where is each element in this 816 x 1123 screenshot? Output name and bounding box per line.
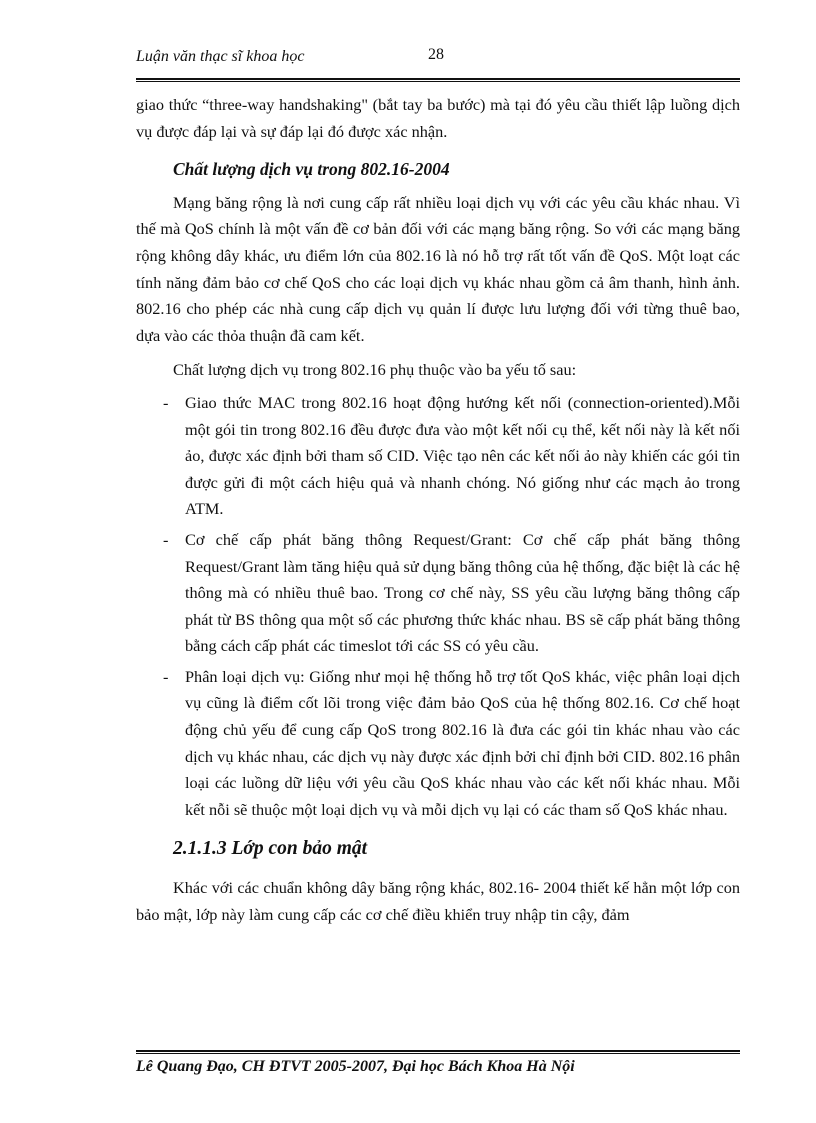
qos-heading: Chất lượng dịch vụ trong 802.16-2004 [173,159,450,180]
section-paragraph: Khác với các chuẩn không dây băng rộng khác, 802.16- 2004 thiết kế hẳn một lớp con bảo mật, lớp này làm cung cấp các cơ chế điều khiển truy nhập tin cậy, đảm [136,878,740,924]
list-item [136,527,740,660]
qos-paragraph: Mạng băng rộng là nơi cung cấp rất nhiều loại dịch vụ với các yêu cầu khác nhau. Vì thế mà QoS chính là một vấn đề cơ bản đối với các mạng băng rộng. So với các mạng băng rộng không dây khác, ưu điểm lớn của 802.16 là nó hỗ trợ rất tốt vấn đề QoS. Một loạt các tính năng đảm bảo cơ chế QoS cho các loại dịch vụ khác nhau gồm cả âm thanh, hình ảnh. 802.16 cho phép các nhà cung cấp dịch vụ quản lí được lưu lượng đối với từng thuê bao, dựa vào các thỏa thuận đã cam kết. [136,192,740,345]
bullet-dash: - [163,529,169,549]
list-item [136,390,740,523]
page-header [136,48,740,78]
intro-paragraph: giao thức “three-way handshaking" (bắt tay ba bước) mà tại đó yêu cầu thiết lập luồng dịch vụ được đáp lại và sự đáp lại đó được xác nhận. [136,95,740,141]
page-footer: Lê Quang Đạo, CH ĐTVT 2005-2007, Đại học Bách Khoa Hà Nội [136,1058,575,1075]
page-body [136,92,740,928]
factors-list [136,390,740,824]
header-rule [136,78,740,80]
list-item-text: Giao thức MAC trong 802.16 hoạt động hướng kết nối (connection-oriented).Mỗi một gói tin trong 802.16 đều được đưa vào một kết nối cụ thể, kết nối này là kết nối ảo, được xác định bởi tham số CID. Việc tạo nên các kết nối ảo này khiến các gói tin được gửi đi một cách hiệu quả và nhanh chóng. Nó giống như các mạch ảo trong ATM. [185,392,740,519]
bullet-dash: - [163,392,169,412]
footer-rule [136,1050,740,1052]
footer-rule-thin [136,1053,740,1054]
header-rule-thin [136,81,740,82]
section-heading: 2.1.1.3 Lớp con bảo mật [173,838,368,860]
list-item-text: Cơ chế cấp phát băng thông Request/Grant: Cơ chế cấp phát băng thông Request/Grant làm tăng hiệu quả sử dụng băng thông của hệ thống, đặc biệt là các hệ thông mà có nhiều thuê bao. Trong cơ chế này, SS yêu cầu lượng băng thông cấp phát từ BS thông qua một số các phương thức khác nhau. BS sẽ cấp phát băng thông bằng cách cấp phát các timeslot tới các SS có yêu cầu. [185,529,740,656]
bullet-dash: - [163,666,169,686]
list-item [136,664,740,824]
factors-intro: Chất lượng dịch vụ trong 802.16 phụ thuộc vào ba yếu tố sau: [173,360,577,380]
list-item-text: Phân loại dịch vụ: Giống như mọi hệ thống hỗ trợ tốt QoS khác, việc phân loại dịch vụ cũng là điểm cốt lõi trong việc đảm bảo QoS của hệ thống 802.16. Cơ chế hoạt động chủ yếu để cung cấp QoS trong 802.16 là đưa các gói tin khác nhau vào các dịch vụ khác nhau, các dịch vụ này được xác định bởi chỉ định bởi CID. 802.16 phân loại các luồng dữ liệu với yêu cầu QoS khác nhau vào các kết nối khác nhau. Mỗi kết nỗi sẽ thuộc một loại dịch vụ và mỗi dịch vụ lại có các tham số QoS khác nhau. [185,666,740,819]
page-number: 28 [428,46,444,63]
header-title: Luận văn thạc sĩ khoa học [136,48,305,65]
